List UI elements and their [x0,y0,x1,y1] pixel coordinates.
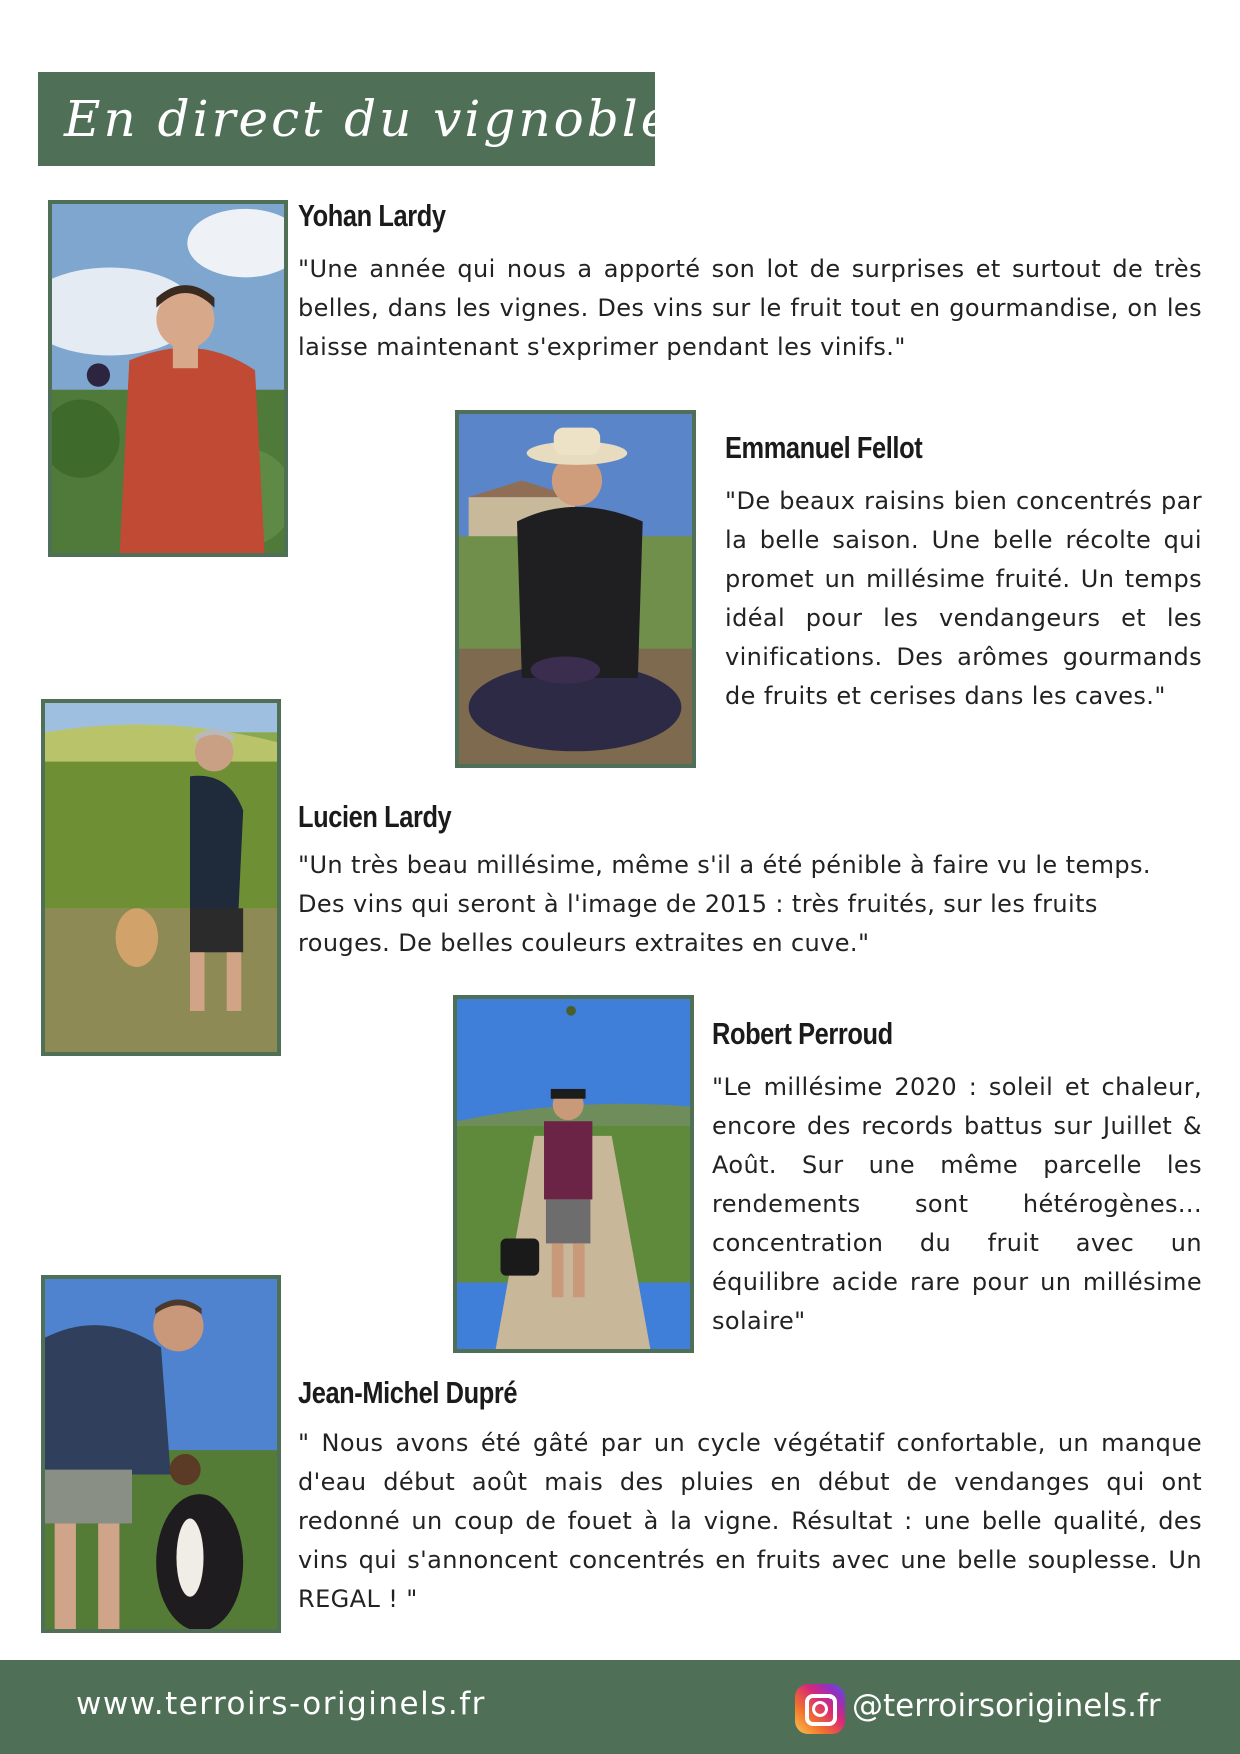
instagram-icon[interactable] [795,1684,845,1734]
portrait-image [45,1279,277,1629]
instagram-handle[interactable]: @terroirsoriginels.fr [852,1688,1161,1724]
quote-robert-perroud: "Le millésime 2020 : soleil et chaleur, encore des records battus sur Juillet & Août. Sur une même parcelle les rendements sont hétérogènes... concentration du fruit avec un équilibre acide rare pour un millésime solaire" [712,1073,1202,1335]
quote-lucien-lardy: "Un très beau millésime, même s'il a été pénible à faire vu le temps. Des vins qui seront à l'image de 2015 : très fruités, sur les fruits rouges. De belles couleurs extraites en cuve." [298,851,1151,957]
website-link[interactable]: www.terroirs-originels.fr [76,1686,486,1722]
name-yohan-lardy: Yohan Lardy [298,198,446,233]
quote-emmanuel-fellot: "De beaux raisins bien concentrés par la belle saison. Une belle récolte qui promet un millésime fruité. Un temps idéal pour les vendangeurs et les vinifications. Des arômes gourmands de fruits et cerises dans les caves." [725,487,1202,710]
footer [0,1660,1240,1754]
photo-yohan-lardy [48,200,288,557]
photo-lucien-lardy [41,699,281,1056]
portrait-image [45,703,277,1052]
name-lucien-lardy: Lucien Lardy [298,799,452,834]
name-robert-perroud: Robert Perroud [712,1016,893,1051]
name-emmanuel-fellot: Emmanuel Fellot [725,430,923,465]
quote-jean-michel-dupre: " Nous avons été gâté par un cycle végétatif confortable, un manque d'eau début août mais des pluies en début de vendanges qui ont redonné un coup de fouet à la vigne. Résultat : une belle qualité, des vins qui s'annoncent concentrés en fruits avec une belle souplesse. Un REGAL ! " [298,1429,1202,1613]
portrait-image [52,204,284,553]
title-banner [38,72,674,166]
portrait-image [457,999,690,1349]
portrait-image [459,414,692,764]
page-title: En direct du vignoble [64,90,674,148]
photo-robert-perroud [453,995,694,1353]
name-jean-michel-dupre: Jean-Michel Dupré [298,1375,518,1410]
photo-jean-michel-dupre [41,1275,281,1633]
quote-yohan-lardy: "Une année qui nous a apporté son lot de surprises et surtout de très belles, dans les vignes. Des vins sur le fruit tout en gourmandise, on les laisse maintenant s'exprimer pendant les vinifs." [298,255,1202,361]
photo-emmanuel-fellot [455,410,696,768]
